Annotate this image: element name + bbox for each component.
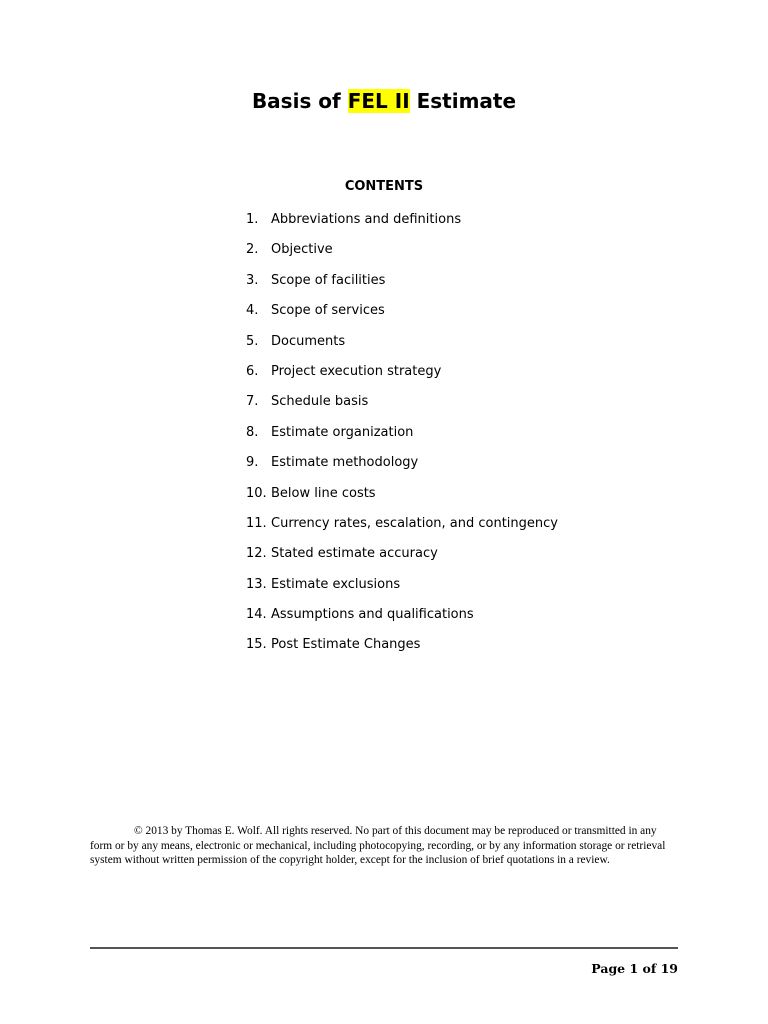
toc-number: 9.	[246, 455, 259, 471]
toc-number: 1.	[246, 212, 259, 227]
toc-label: Abbreviations and definitions	[271, 212, 462, 227]
toc-number: 8.	[246, 424, 259, 440]
toc-number: 15.	[246, 637, 267, 653]
toc-label: Project execution strategy	[271, 363, 442, 379]
toc-label: Assumptions and qualifications	[271, 607, 474, 623]
toc-label: Scope of services	[271, 303, 385, 319]
toc-label: Post Estimate Changes	[271, 637, 421, 653]
toc-item	[246, 211, 558, 241]
toc-item	[246, 515, 558, 545]
toc-item	[246, 576, 558, 606]
toc-label: Documents	[271, 333, 346, 349]
toc-label: Stated estimate accuracy	[271, 546, 438, 562]
title-prefix: Basis of	[251, 89, 348, 113]
toc-label: Estimate exclusions	[271, 576, 401, 592]
table-of-contents	[246, 211, 558, 667]
document-title	[0, 88, 768, 114]
toc-item	[246, 545, 558, 575]
toc-label: Objective	[271, 242, 333, 258]
page-number: Page 1 of 19	[591, 961, 678, 976]
toc-number: 2.	[246, 242, 259, 258]
toc-label: Estimate organization	[271, 424, 414, 440]
toc-label: Estimate methodology	[271, 455, 419, 471]
toc-number: 13.	[246, 576, 267, 592]
toc-number: 12.	[246, 546, 267, 562]
toc-item	[246, 302, 558, 332]
toc-label: Schedule basis	[271, 394, 369, 410]
toc-label: Below line costs	[271, 485, 376, 501]
toc-label: Scope of facilities	[271, 272, 386, 288]
toc-number: 7.	[246, 394, 259, 410]
copyright-notice: © 2013 by Thomas E. Wolf. All rights reserved. No part of this document may be reproduced or transmitted in any form or by any means, electronic or mechanical, including photocopying, recording, or by any information storage or retrieval system without written permission of the copyright holder, except for the inclusion of brief quotations in a review.	[90, 825, 666, 866]
toc-item	[246, 241, 558, 271]
toc-item	[246, 636, 558, 666]
toc-item	[246, 485, 558, 515]
title-suffix: Estimate	[409, 89, 517, 113]
toc-item	[246, 393, 558, 423]
toc-item	[246, 424, 558, 454]
toc-number: 11.	[246, 515, 267, 531]
toc-label: Currency rates, escalation, and contingency	[271, 515, 558, 531]
toc-number: 5.	[246, 333, 259, 349]
toc-item	[246, 606, 558, 636]
toc-number: 6.	[246, 363, 259, 379]
toc-item	[246, 363, 558, 393]
toc-item	[246, 272, 558, 302]
toc-number: 4.	[246, 303, 259, 319]
toc-number: 10.	[246, 485, 267, 501]
toc-number: 14.	[246, 607, 267, 623]
contents-heading: CONTENTS	[344, 179, 424, 194]
footer-divider	[90, 947, 678, 949]
toc-item	[246, 454, 558, 484]
toc-number: 3.	[246, 272, 259, 288]
title-highlight: FEL II	[347, 89, 410, 113]
toc-item	[246, 333, 558, 363]
